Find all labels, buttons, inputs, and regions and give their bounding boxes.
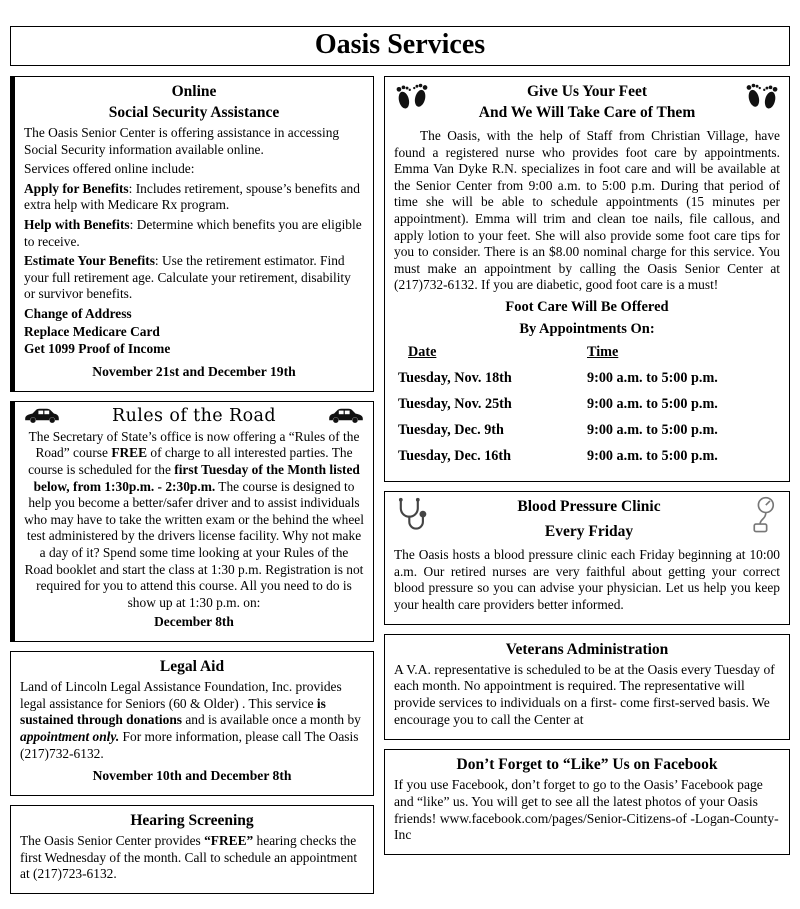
columns [10,76,790,903]
legal-seg3: and is available once a month by [182,712,361,728]
schedule-time: 9:00 a.m. to 5:00 p.m. [587,422,718,439]
hearing-seg1: The Oasis Senior Center provides [20,832,205,848]
facebook-text: If you use Facebook, don’t forget to go to the Oasis’ Facebook page and “like” us. You will get to see all the latest photos of your Oasis friends! [394,776,763,826]
schedule-row [394,422,780,439]
item-text: : Determine which benefits you are eligible to receive. [24,217,362,249]
rules-paragraph [24,429,364,612]
hearing-paragraph [20,833,364,883]
blood-pressure-subheading: Every Friday [544,523,634,541]
schedule-date: Tuesday, Dec. 16th [398,448,511,465]
section-legal-aid [10,651,374,796]
blood-pressure-title-row [394,496,780,544]
schedule-time: 9:00 a.m. to 5:00 p.m. [587,396,718,413]
hearing-heading: Hearing Screening [130,811,254,829]
schedule-row [394,396,780,413]
foot-care-offer-line-1: Foot Care Will Be Offered [505,299,669,316]
item-text: : Includes retirement, spouse’s benefits and extra help with Medicare Rx program. [24,180,360,213]
schedule-date-header: Date [408,344,437,361]
social-security-bold-line: Change of Address [24,306,132,322]
item-label: Apply for Benefits [24,180,129,196]
foot-care-offer-line-2: By Appointments On: [519,321,655,338]
schedule-row [394,370,780,387]
facebook-url-link[interactable]: www.facebook.com/pages/Senior-Citizens-of -Logan-County-Inc [394,810,779,843]
foot-care-body: The Oasis, with the help of Staff from Christian Village, have found a registered nurse who provides foot care by appointments. Emma Van Dyke R.N. specializes in foot care and will be available at the Senior Center from 9:00 a.m. to 5:00 p.m. During that period of time she will be able to schedule appointments (15 minutes per appointment). Emma will trim and clean toe nails, file callous, and apply lotion to your feet. She will also provide some foot care tips for you to consider. There is an $8.00 nominal charge for this service. You must make an appointment by calling the Oasis Senior Center at (217)732-6132. If you are diabetic, good foot care is a must! [394,128,780,293]
social-security-services-line: Services offered online include: [24,161,195,177]
rules-seg-free: FREE [111,445,148,461]
section-veterans [384,634,790,740]
legal-aid-paragraph [20,679,364,762]
car-icon-right [328,408,364,424]
footprints-icon-right [744,81,780,112]
legal-aid-heading: Legal Aid [159,658,225,676]
page-title: Oasis Services [314,29,486,60]
item-label: Help with Benefits [24,217,130,233]
schedule-date: Tuesday, Nov. 18th [398,370,512,387]
hearing-seg-free: “FREE” [204,832,254,848]
section-social-security [10,76,374,392]
social-security-item [24,217,364,250]
stethoscope-icon [394,496,428,534]
item-label: Estimate Your Benefits [24,253,155,269]
blood-pressure-titles [428,496,750,544]
social-security-item [24,181,364,214]
section-foot-care [384,76,790,482]
legal-seg5: For more information, please call The Oasis (217)732-6132. [20,728,359,761]
car-icon-left [24,408,60,424]
schedule-time: 9:00 a.m. to 5:00 p.m. [587,370,718,387]
hearing-seg3: hearing checks the first Wednesday of the month. Call to schedule an appointment at (217)723-6132. [20,832,358,882]
social-security-heading: Social Security Assistance [108,104,280,121]
rules-title: Rules of the Road [112,405,276,426]
rules-seg5: The course is designed to help you become a better/safer driver and to assist individuals who may have to take the written exam or the behind the wheel test administered by the drivers license facility. Why not make a day of it? Spend some time looking at your Rules of the Road booklet and start the class at 1:30 p.m. Registration is not required for you to attend this course. All you need to do is show up at 1:30 p.m. on: [24,478,364,610]
rules-title-row [24,406,364,426]
schedule-time: 9:00 a.m. to 5:00 p.m. [587,448,718,465]
facebook-heading: Don’t Forget to “Like” Us on Facebook [456,755,718,773]
item-text: : Use the retirement estimator. Find your full retirement age. Calculate your retirement, disability or survivor benefits. [24,253,351,302]
blood-pressure-heading: Blood Pressure Clinic [517,498,661,516]
schedule-header-row [394,344,780,361]
social-security-dates: November 21st and December 19th [92,363,296,379]
blood-pressure-body: The Oasis hosts a blood pressure clinic each Friday beginning at 10:00 a.m. Our retired nurses are very faithful about getting your correct blood pressure so you can advise your physician. Let us help you keep your health care providers better informed. [394,547,780,612]
section-rules-of-road [10,401,374,642]
left-column [10,76,374,903]
rules-seg1: The Secretary of State’s office is now offering a “Rules of the Road” course [28,428,360,461]
foot-care-titles [430,81,744,125]
section-facebook [384,749,790,855]
legal-seg-donations: is sustained through donations [20,695,326,728]
veterans-heading: Veterans Administration [505,640,669,658]
schedule-date: Tuesday, Nov. 25th [398,396,512,413]
legal-seg1: Land of Lincoln Legal Assistance Foundation, Inc. provides legal assistance for Seniors (60 & Older) . This service [20,679,342,711]
foot-care-heading-2: And We Will Take Care of Them [478,104,696,121]
social-security-bold-line: Replace Medicare Card [24,323,160,339]
social-security-item [24,253,364,303]
footprints-icon-left [394,81,430,112]
facebook-body [394,777,780,844]
section-blood-pressure [384,491,790,624]
foot-care-title-row [394,81,780,125]
rules-seg-schedule: first Tuesday of the Month listed below, from 1:30p.m. - 2:30p.m. [33,461,360,494]
bp-gauge-icon [750,496,780,534]
right-column [384,76,790,864]
rules-date: December 8th [154,614,234,630]
rules-seg3: of charge to all interested parties. The course is scheduled for the [28,445,353,477]
legal-aid-dates: November 10th and December 8th [92,768,292,784]
social-security-intro: The Oasis Senior Center is offering assistance in accessing Social Security information available online. [24,125,340,157]
section-hearing-screening [10,805,374,894]
veterans-body: A V.A. representative is scheduled to be at the Oasis every Tuesday of each month. No appointment is required. The representative will provide services to individuals on a first- come first-served basis. We encourage you to call the Center at [394,661,775,728]
page-title-box [10,26,790,66]
schedule-row [394,448,780,465]
legal-seg-appointment: appointment only. [20,728,120,744]
schedule-date: Tuesday, Dec. 9th [398,422,504,439]
social-security-bold-line: Get 1099 Proof of Income [24,341,171,357]
schedule-time-header: Time [587,344,619,361]
social-security-heading-online: Online [171,83,217,100]
foot-care-schedule [394,344,780,465]
foot-care-heading-1: Give Us Your Feet [526,83,648,100]
